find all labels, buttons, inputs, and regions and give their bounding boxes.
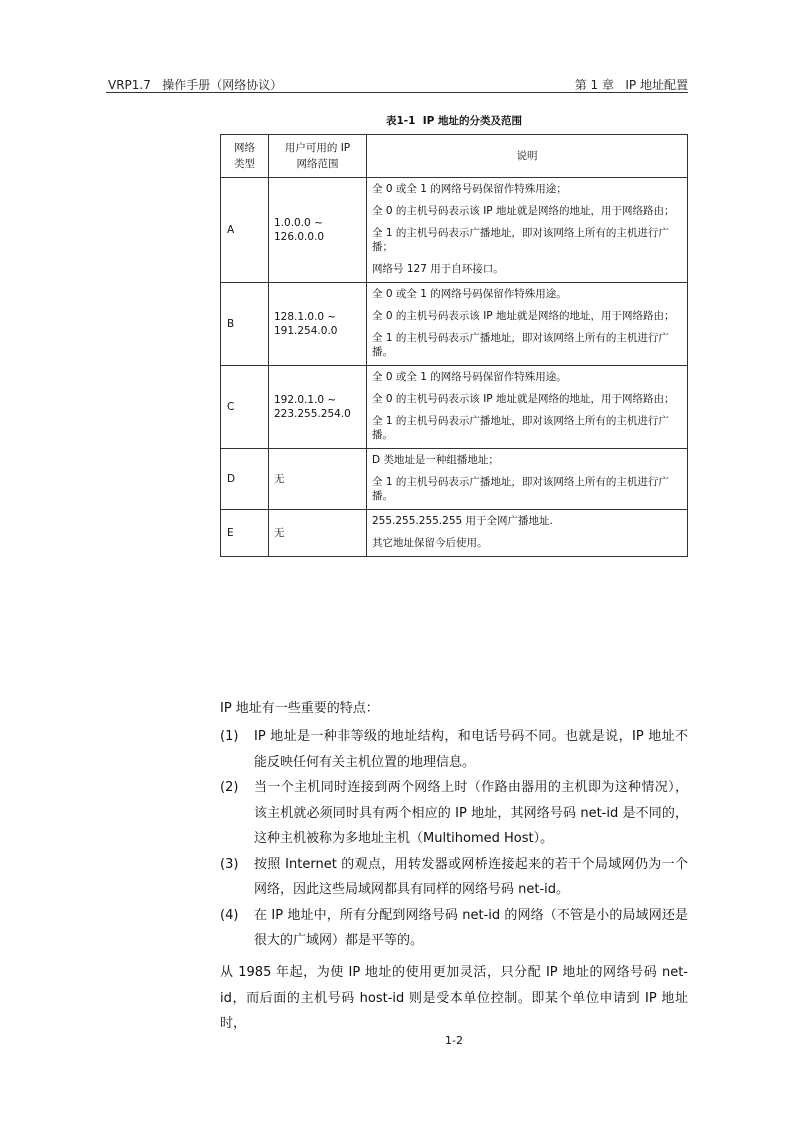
list-item-number: (4) [220, 907, 239, 923]
header-divider [106, 92, 688, 93]
list-item-number: (2) [220, 780, 239, 795]
list-item-text: 按照 Internet 的观点，用转发器或网桥连接起来的若干个局域网仍为一个网络，因此这些局域网都具有同样的网络号码 net-id。 [254, 856, 688, 897]
range-cell: 1.0.0.0 ~ 126.0.0.0 [269, 178, 367, 283]
header-network-range: 用户可用的 IP 网络范围 [269, 135, 367, 178]
list-item-number: (1) [220, 729, 239, 744]
note: 全 0 或全 1 的网络号码保留作特殊用途。 [372, 371, 567, 383]
table-caption: 表1-1 IP 地址的分类及范围 [385, 115, 523, 127]
class-cell: C [221, 366, 269, 449]
class-cell: B [221, 283, 269, 366]
range-cell: 128.1.0.0 ~ 191.254.0.0 [269, 283, 367, 366]
header-chapter-title: 第 1 章 IP 地址配置 [574, 78, 688, 92]
note: 全 0 或全 1 的网络号码保留作特殊用途； [372, 183, 567, 195]
note: 全 0 的主机号码表示该 IP 地址就是网络的地址，用于网络路由； [372, 310, 675, 322]
notes-cell [367, 510, 688, 557]
range-cell: 192.0.1.0 ~ 223.255.254.0 [269, 366, 367, 449]
header-doc-title: VRP1.7 操作手册（网络协议） [108, 78, 283, 92]
list-item [220, 775, 688, 852]
class-cell: E [221, 510, 269, 557]
header-description: 说明 [367, 135, 688, 178]
class-cell: D [221, 449, 269, 510]
table-row [221, 449, 688, 510]
range-cell: 无 [269, 449, 367, 510]
list-item [220, 852, 688, 903]
header-network-type: 网络 类型 [221, 135, 269, 178]
ip-class-table [220, 134, 688, 557]
note: 全 1 的主机号码表示广播地址，即对该网络上所有的主机进行广播。 [372, 476, 669, 502]
note: D 类地址是一种组播地址； [372, 454, 499, 466]
note: 全 1 的主机号码表示广播地址，即对该网络上所有的主机进行广播。 [372, 332, 669, 358]
list-item [220, 724, 688, 775]
note: 255.255.255.255 用于全网广播地址. [372, 515, 553, 527]
list-item-text: IP 地址是一种非等级的地址结构，和电话号码不同。也就是说，IP 地址不能反映任何有关主机位置的地理信息。 [254, 729, 688, 770]
table-row [221, 178, 688, 283]
closing-paragraph: 从 1985 年起，为使 IP 地址的使用更加灵活，只分配 IP 地址的网络号码 net-id，而后面的主机号码 host-id 则是受本单位控制。即某个单位申请到 IP 地址时， [220, 965, 688, 1031]
note: 网络号 127 用于自环接口。 [372, 263, 504, 275]
page-number: 1-2 [445, 1034, 463, 1047]
note: 全 0 的主机号码表示该 IP 地址就是网络的地址，用于网络路由； [372, 393, 675, 405]
notes-cell [367, 178, 688, 283]
list-item [220, 903, 688, 954]
class-cell: A [221, 178, 269, 283]
note: 全 0 的主机号码表示该 IP 地址就是网络的地址，用于网络路由； [372, 205, 675, 217]
range-cell: 无 [269, 510, 367, 557]
note: 其它地址保留今后使用。 [372, 537, 488, 549]
notes-cell [367, 449, 688, 510]
intro-text: IP 地址有一些重要的特点： [220, 701, 379, 716]
table-row [221, 510, 688, 557]
note: 全 0 或全 1 的网络号码保留作特殊用途。 [372, 288, 567, 300]
notes-cell [367, 366, 688, 449]
table-header-row [221, 135, 688, 178]
notes-cell [367, 283, 688, 366]
note: 全 1 的主机号码表示广播地址，即对该网络上所有的主机进行广播； [372, 227, 669, 253]
table-row [221, 283, 688, 366]
list-item-number: (3) [220, 856, 239, 872]
note: 全 1 的主机号码表示广播地址，即对该网络上所有的主机进行广播。 [372, 415, 669, 441]
feature-list [220, 724, 688, 954]
table-row [221, 366, 688, 449]
list-item-text: 在 IP 地址中，所有分配到网络号码 net-id 的网络（不管是小的局域网还是很大的广域网）都是平等的。 [254, 907, 688, 948]
list-item-text: 当一个主机同时连接到两个网络上时（作路由器用的主机即为这种情况），该主机就必须同时具有两个相应的 IP 地址，其网络号码 net-id 是不同的，这种主机被称为多地址主机（Multihomed Host）。 [254, 780, 688, 846]
